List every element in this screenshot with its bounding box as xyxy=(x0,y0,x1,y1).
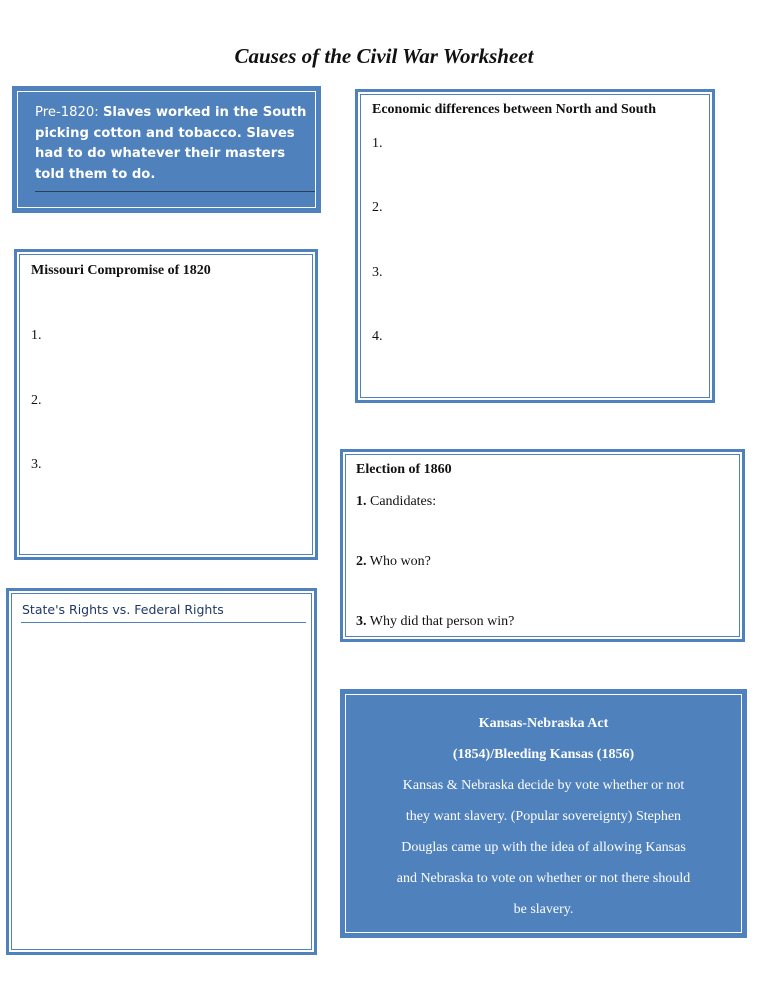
page-title: Causes of the Civil War Worksheet xyxy=(234,44,534,68)
election-heading: Election of 1860 xyxy=(356,462,452,477)
kansas-line-2: they want slavery. (Popular sovereignty) Stephen xyxy=(405,809,682,824)
economic-differences-box xyxy=(355,89,715,403)
missouri-item-2: 2. xyxy=(31,393,42,408)
kansas-title-line-1: Kansas-Nebraska Act xyxy=(478,716,609,731)
kansas-line-5: be slavery. xyxy=(513,902,574,917)
economic-item-1: 1. xyxy=(372,136,383,151)
pre-1820-text xyxy=(35,103,310,185)
economic-heading: Economic differences between North and South xyxy=(372,102,657,117)
pre-1820-box xyxy=(12,86,321,213)
missouri-item-3: 3. xyxy=(31,457,42,472)
kansas-line-4: and Nebraska to vote on whether or not there should xyxy=(396,871,691,886)
kansas-line-1: Kansas & Nebraska decide by vote whether or not xyxy=(402,778,685,793)
election-item-1-num: 1. xyxy=(356,494,367,509)
kansas-nebraska-text xyxy=(343,708,744,925)
kansas-line-3: Douglas came up with the idea of allowing Kansas xyxy=(401,840,686,855)
election-item-3-text: Why did that person win? xyxy=(369,614,515,629)
election-item-2-num: 2. xyxy=(356,554,367,569)
election-item-2 xyxy=(356,554,431,570)
missouri-heading: Missouri Compromise of 1820 xyxy=(31,263,211,278)
kansas-title-line-2: (1854)/Bleeding Kansas (1856) xyxy=(452,747,635,762)
election-item-2-text: Who won? xyxy=(369,554,431,569)
pre-1820-divider xyxy=(35,191,315,192)
kansas-nebraska-box xyxy=(340,689,747,938)
election-item-3-num: 3. xyxy=(356,614,367,629)
election-item-1-text: Candidates: xyxy=(370,494,437,509)
economic-item-3: 3. xyxy=(372,265,383,280)
economic-item-2: 2. xyxy=(372,200,383,215)
economic-item-4: 4. xyxy=(372,329,383,344)
pre-1820-label: Pre-1820: xyxy=(35,105,99,120)
missouri-item-1: 1. xyxy=(31,328,42,343)
missouri-compromise-box xyxy=(14,249,318,560)
election-1860-box xyxy=(340,449,745,642)
states-rights-box xyxy=(6,588,317,955)
pre-1820-body: Slaves worked in the South picking cotton and tobacco. Slaves had to do whatever their masters told them to do. xyxy=(35,105,307,182)
states-rights-divider xyxy=(21,622,306,623)
election-item-1 xyxy=(356,494,436,510)
election-item-3 xyxy=(356,614,514,630)
states-rights-heading: State's Rights vs. Federal Rights xyxy=(22,602,224,617)
